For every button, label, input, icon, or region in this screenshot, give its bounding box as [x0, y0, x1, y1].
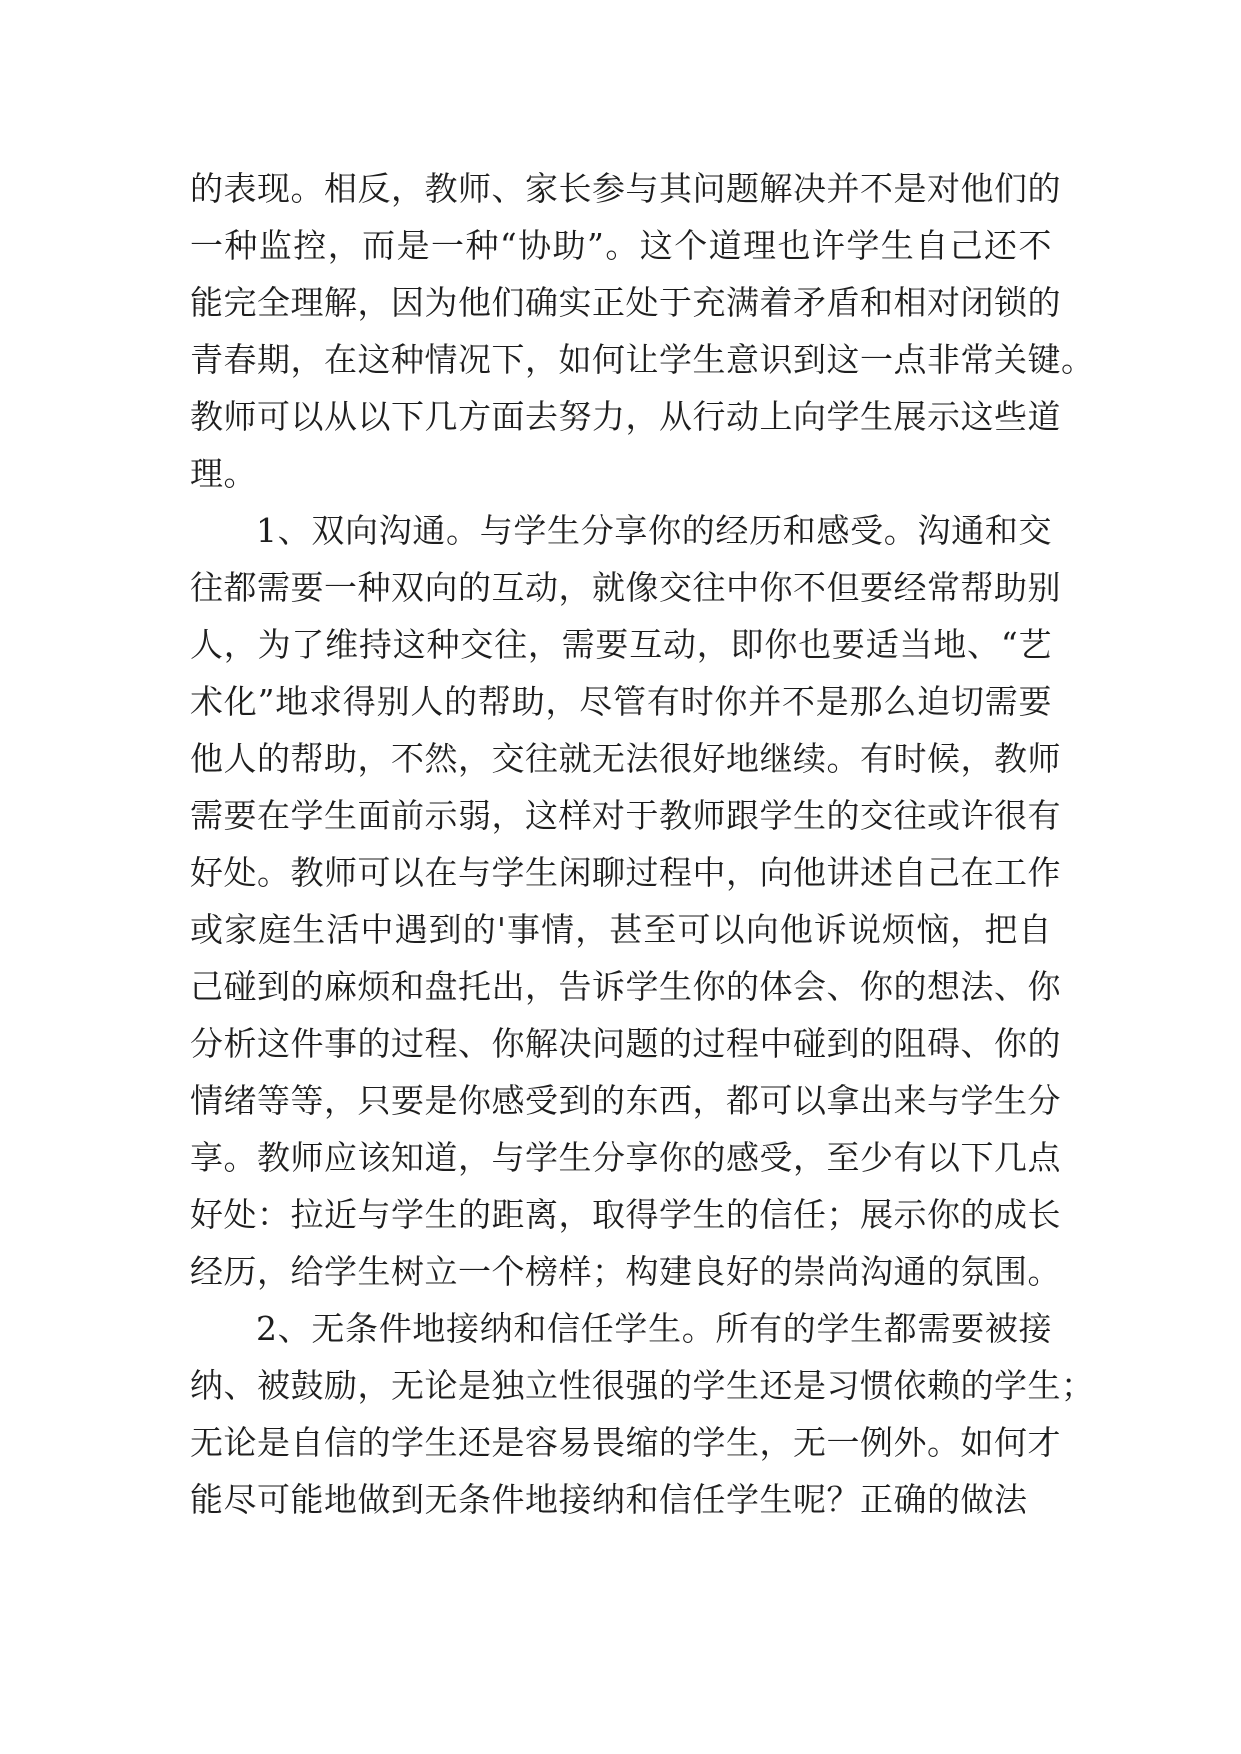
paragraph-1-heading-line: 1、双向沟通。与学生分享你的经历和感受。沟通和交: [256, 511, 1052, 550]
text-line: 需要在学生面前示弱，这样对于教师跟学生的交往或许很有: [190, 796, 1061, 835]
text-line: 能完全理解，因为他们确实正处于充满着矛盾和相对闭锁的: [190, 283, 1061, 322]
text-line: 经历，给学生树立一个榜样；构建良好的崇尚沟通的氛围。: [190, 1252, 1061, 1291]
text-line: 能尽可能地做到无条件地接纳和信任学生呢？正确的做法: [190, 1480, 1028, 1519]
text-line: 一种监控，而是一种“协助”。这个道理也许学生自己还不: [190, 226, 1052, 265]
text-line: 人，为了维持这种交往，需要互动，即你也要适当地、“艺: [190, 625, 1052, 664]
text-line: 或家庭生活中遇到的'事情，甚至可以向他诉说烦恼，把自: [190, 910, 1052, 949]
text-line: 好处：拉近与学生的距离，取得学生的信任；展示你的成长: [190, 1195, 1061, 1234]
text-line: 分析这件事的过程、你解决问题的过程中碰到的阻碍、你的: [190, 1024, 1061, 1063]
text-line: 无论是自信的学生还是容易畏缩的学生，无一例外。如何才: [190, 1423, 1061, 1462]
text-line: 青春期，在这种情况下，如何让学生意识到这一点非常关键。: [190, 340, 1095, 379]
text-line: 教师可以从以下几方面去努力，从行动上向学生展示这些道: [190, 397, 1061, 436]
text-line: 的表现。相反，教师、家长参与其问题解决并不是对他们的: [190, 169, 1061, 208]
text-line: 往都需要一种双向的互动，就像交往中你不但要经常帮助别: [190, 568, 1061, 607]
text-line: 己碰到的麻烦和盘托出，告诉学生你的体会、你的想法、你: [190, 967, 1061, 1006]
text-line: 他人的帮助，不然，交往就无法很好地继续。有时候，教师: [190, 739, 1061, 778]
text-line: 好处。教师可以在与学生闲聊过程中，向他讲述自己在工作: [190, 853, 1061, 892]
text-line: 纳、被鼓励，无论是独立性很强的学生还是习惯依赖的学生；: [190, 1366, 1095, 1405]
body-text: [190, 160, 1095, 1528]
text-line: 享。教师应该知道，与学生分享你的感受，至少有以下几点: [190, 1138, 1061, 1177]
text-line: 情绪等等，只要是你感受到的东西，都可以拿出来与学生分: [190, 1081, 1061, 1120]
paragraph-2-heading-line: 2、无条件地接纳和信任学生。所有的学生都需要被接: [256, 1309, 1052, 1348]
text-line: 理。: [190, 454, 257, 493]
text-line: 术化”地求得别人的帮助，尽管有时你并不是那么迫切需要: [190, 682, 1052, 721]
